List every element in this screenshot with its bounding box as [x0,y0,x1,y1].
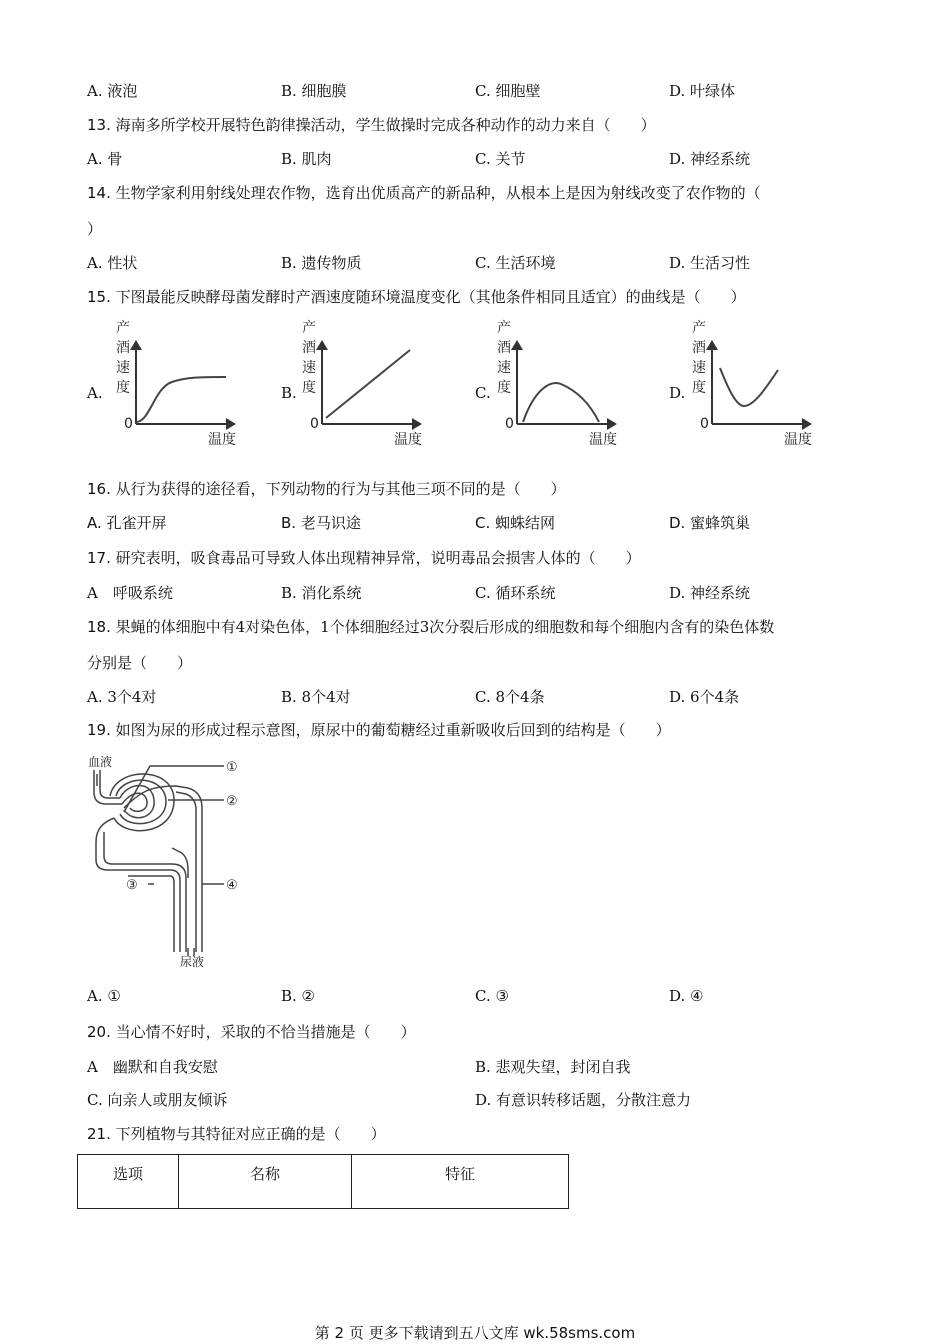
q18-option-d: D. 6个4条 [669,688,740,706]
y-label-char: 度 [302,380,316,396]
question-14-cont: ） [87,220,103,238]
x-axis-arrow [802,418,812,430]
question-text: 下图最能反映酵母菌发酵时产酒速度随环境温度变化（其他条件相同且适宜）的曲线是（ ） [115,288,746,306]
structure-1-label: ① [226,760,238,775]
graph-a [110,318,260,448]
page-footer: 第 2 页 更多下载请到五八文库 wk.58sms.com [314,1324,636,1342]
question-18 [87,616,774,637]
origin-label: 0 [700,416,709,432]
question-18-cont: 分别是（ ） [87,654,193,672]
curve-b [326,350,410,418]
question-number: 20. [87,1023,111,1041]
q13-option-b: B. 肌肉 [281,150,332,168]
q18-option-a: A. 3个4对 [87,688,157,706]
table-header-option: 选项 [78,1155,179,1209]
q20-option-c: C. 向亲人或朋友倾诉 [87,1091,228,1109]
question-text: 下列植物与其特征对应正确的是（ ） [115,1125,386,1143]
y-label-char: 速 [692,360,706,376]
blood-label: 血液 [88,755,113,769]
y-axis-arrow [316,340,328,350]
curve-a [136,377,226,422]
q17-option-d: D. 神经系统 [669,584,751,602]
y-label-char: 速 [302,360,316,376]
question-number: 14. [87,184,111,202]
graph-a-svg [110,318,260,448]
question-number: 19. [87,721,111,739]
q12-option-c: C. 细胞壁 [475,82,541,100]
q16-option-c: C. 蜘蛛结网 [475,514,556,532]
x-label: 温度 [394,432,422,448]
question-number: 21. [87,1125,111,1143]
y-label-char: 产 [116,320,130,336]
q18-option-b: B. 8个4对 [281,688,351,706]
graph-c [491,318,641,448]
graph-c-svg [491,318,641,448]
y-axis-arrow [706,340,718,350]
origin-label: 0 [505,416,514,432]
y-axis-arrow [511,340,523,350]
question-number: 13. [87,116,111,134]
table-header-row [78,1155,569,1209]
graph-b-svg [296,318,446,448]
x-axis-arrow [607,418,617,430]
urine-label: 尿液 [180,955,205,969]
question-text: 海南多所学校开展特色韵律操活动，学生做操时完成各种动作的动力来自（ ） [115,116,656,134]
question-15 [87,286,746,307]
question-number: 15. [87,288,111,306]
q19-option-b: B. ② [281,987,316,1005]
q16-option-a: A. 孔雀开屏 [87,514,167,532]
q17-option-c: C. 循环系统 [475,584,556,602]
y-label-char: 速 [497,360,511,376]
question-text: 如图为尿的形成过程示意图，原尿中的葡萄糖经过重新吸收后回到的结构是（ ） [115,721,671,739]
q12-option-a: A. 液泡 [87,82,138,100]
question-13 [87,114,656,135]
structure-3-label: ③ [126,878,138,893]
q16-option-b: B. 老马识途 [281,514,361,532]
q20-option-b: B. 悲观失望，封闭自我 [475,1058,631,1076]
graph-d [686,318,836,448]
question-number: 16. [87,480,111,498]
question-text: 当心情不好时，采取的不恰当措施是（ ） [115,1023,416,1041]
q18-option-c: C. 8个4条 [475,688,545,706]
origin-label: 0 [310,416,319,432]
y-label-char: 酒 [302,340,316,356]
q19-option-a: A. ① [87,987,121,1005]
y-label-char: 产 [692,320,706,336]
y-axis-arrow [130,340,142,350]
question-text: 果蝇的体细胞中有4对染色体，1个体细胞经过3次分裂后形成的细胞数和每个细胞内含有的染色体数 [115,618,775,636]
q14-option-c: C. 生活环境 [475,254,556,272]
x-label: 温度 [208,432,236,448]
origin-label: 0 [124,416,133,432]
curve-d [720,368,778,406]
x-axis-arrow [412,418,422,430]
y-label-char: 产 [302,320,316,336]
q15-option-b: B. [281,384,297,402]
q14-option-a: A. 性状 [87,254,138,272]
y-label-char: 酒 [692,340,706,356]
q17-option-a: A 呼吸系统 [87,584,173,602]
question-19 [87,719,671,740]
q14-option-d: D. 生活习性 [669,254,751,272]
q15-option-a: A. [87,384,103,402]
q17-option-b: B. 消化系统 [281,584,362,602]
y-label-char: 酒 [497,340,511,356]
structure-2-label: ② [226,794,238,809]
question-text: 从行为获得的途径看，下列动物的行为与其他三项不同的是（ ） [115,480,566,498]
question-20 [87,1021,416,1042]
q21-table [77,1154,569,1209]
q20-option-a: A 幽默和自我安慰 [87,1058,218,1076]
q20-option-d: D. 有意识转移话题，分散注意力 [475,1091,692,1109]
y-label-char: 度 [692,380,706,396]
x-axis-arrow [226,418,236,430]
question-text: 生物学家利用射线处理农作物，选育出优质高产的新品种，从根本上是因为射线改变了农作物的（ [115,184,761,202]
q15-option-d: D. [669,384,686,402]
y-label-char: 酒 [116,340,130,356]
q19-option-d: D. ④ [669,987,704,1005]
table-header-name: 名称 [179,1155,352,1209]
y-label-char: 速 [116,360,130,376]
question-17 [87,547,641,568]
q16-option-d: D. 蜜蜂筑巢 [669,514,751,532]
graph-d-svg [686,318,836,448]
q12-option-d: D. 叶绿体 [669,82,736,100]
q12-option-b: B. 细胞膜 [281,82,347,100]
y-label-char: 度 [116,380,130,396]
question-number: 17. [87,549,111,567]
question-number: 18. [87,618,111,636]
x-label: 温度 [784,432,812,448]
nephron-diagram [84,752,259,972]
question-text: 研究表明，吸食毒品可导致人体出现精神异常，说明毒品会损害人体的（ ） [115,549,641,567]
structure-4-label: ④ [226,878,238,893]
q19-option-c: C. ③ [475,987,509,1005]
table-header-feature: 特征 [352,1155,569,1209]
question-21 [87,1123,386,1144]
graph-b [296,318,446,448]
q15-option-c: C. [475,384,491,402]
q14-option-b: B. 遗传物质 [281,254,362,272]
curve-c [523,383,599,422]
x-label: 温度 [589,432,617,448]
y-label-char: 度 [497,380,511,396]
question-16 [87,478,566,499]
q13-option-c: C. 关节 [475,150,526,168]
question-14 [87,182,761,203]
q13-option-d: D. 神经系统 [669,150,751,168]
q13-option-a: A. 骨 [87,150,123,168]
y-label-char: 产 [497,320,511,336]
